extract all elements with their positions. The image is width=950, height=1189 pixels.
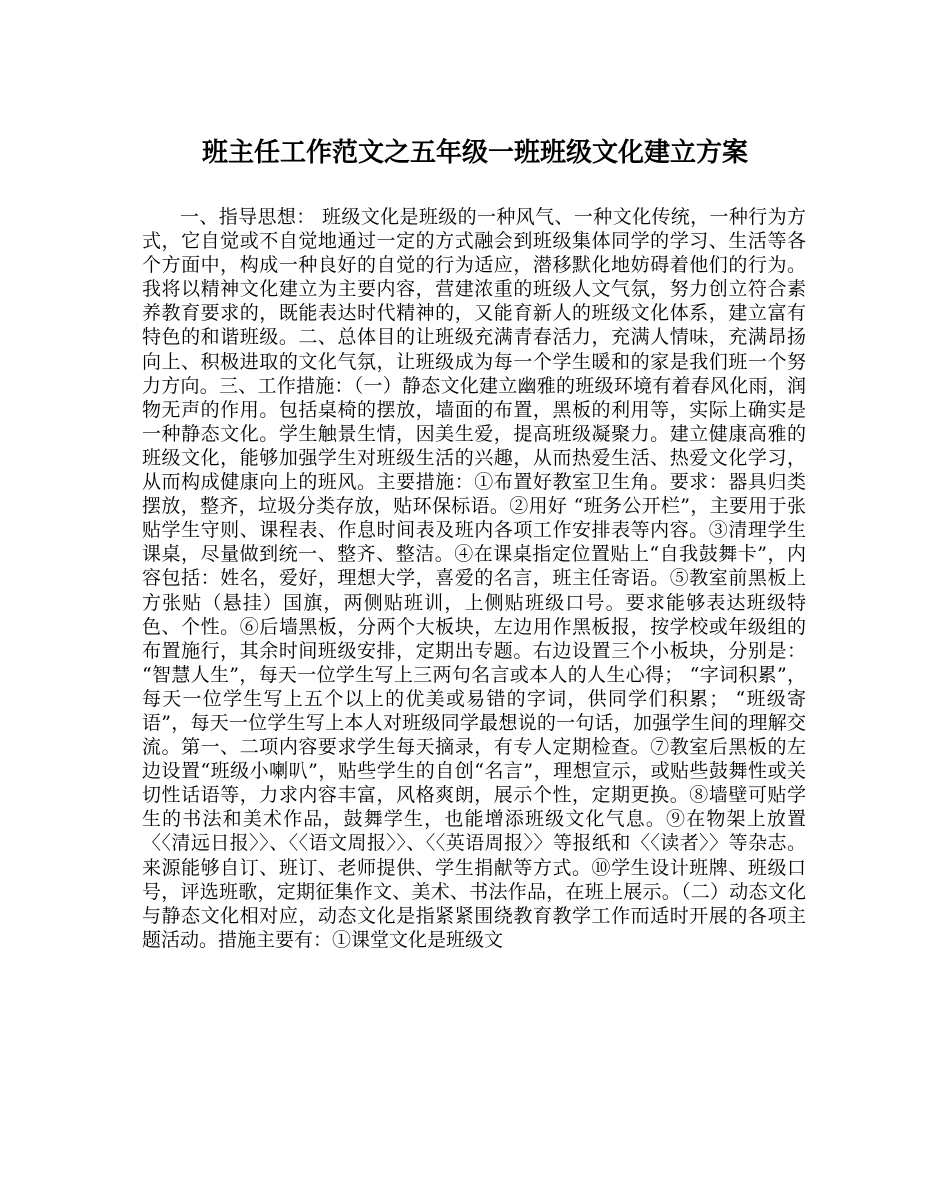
document-title: 班主任工作范文之五年级一班班级文化建立方案 bbox=[201, 138, 748, 168]
document-body: 一、指导思想： 班级文化是班级的一种风气、一种文化传统，一种行为方式，它自觉或不自觉地通过一定的方式融会到班级集体同学的学习、生活等各个方面中，构成一种良好的自觉的行为适应，潜移默化地妨碍着他们的行为。我将以精神文化建立为主要内容，营建浓重的班级人文气氛，努力创立符合素养教育要求的，既能表达时代精神的，又能育新人的班级文化体系，建立富有特色的和谐班级。二、总体目的让班级充满青春活力，充满人情味，充满昂扬向上、积极进取的文化气氛，让班级成为每一个学生暖和的家是我们班一个努力方向。三、工作措施：（一）静态文化建立幽雅的班级环境有着春风化雨，润物无声的作用。包括桌椅的摆放，墙面的布置，黑板的利用等，实际上确实是一种静态文化。学生触景生情，因美生爱，提高班级凝聚力。建立健康高雅的班级文化，能够加强学生对班级生活的兴趣，从而热爱生活、热爱文化学习，从而构成健康向上的班风。主要措施：①布置好教室卫生角。要求：器具归类摆放，整齐，垃圾分类存放，贴环保标语。②用好 “班务公开栏”，主要用于张贴学生守则、课程表、作息时间表及班内各项工作安排表等内容。③清理学生课桌，尽量做到统一、整齐、整洁。④在课桌指定位置贴上“自我鼓舞卡”，内容包括：姓名，爱好，理想大学，喜爱的名言，班主任寄语。⑤教室前黑板上方张贴（悬挂）国旗，两侧贴班训，上侧贴班级口号。要求能够表达班级特色、个性。⑥后墙黑板，分两个大板块，左边用作黑板报，按学校或年级组的布置施行，其余时间班级安排，定期出专题。右边设置三个小板块，分别是： “智慧人生”，每天一位学生写上三两句名言或本人的人生心得； “字词积累”，每天一位学生写上五个以上的优美或易错的字词，供同学们积累； “班级寄语”，每天一位学生写上本人对班级同学最想说的一句话，加强学生间的理解交流。第一、二项内容要求学生每天摘录，有专人定期检查。⑦教室后黑板的左边设置“班级小喇叭”，贴些学生的自创“名言”，理想宣示，或贴些鼓舞性或关切性话语等，力求内容丰富，风格爽朗，展示个性，定期更换。⑧墙壁可贴学生的书法和美术作品，鼓舞学生，也能增添班级文化气息。⑨在物架上放置〈〈清远日报〉〉、〈〈语文周报〉〉、〈〈英语周报〉〉等报纸和〈〈读者〉〉等杂志。来源能够自订、班订、老师提供、学生捐献等方式。⑩学生设计班牌、班级口号，评选班歌，定期征集作文、美术、书法作品，在班上展示。（二）动态文化与静态文化相对应，动态文化是指紧紧围绕教育教学工作而适时开展的各项主题活动。措施主要有：①课堂文化是班级文 bbox=[142, 206, 806, 951]
